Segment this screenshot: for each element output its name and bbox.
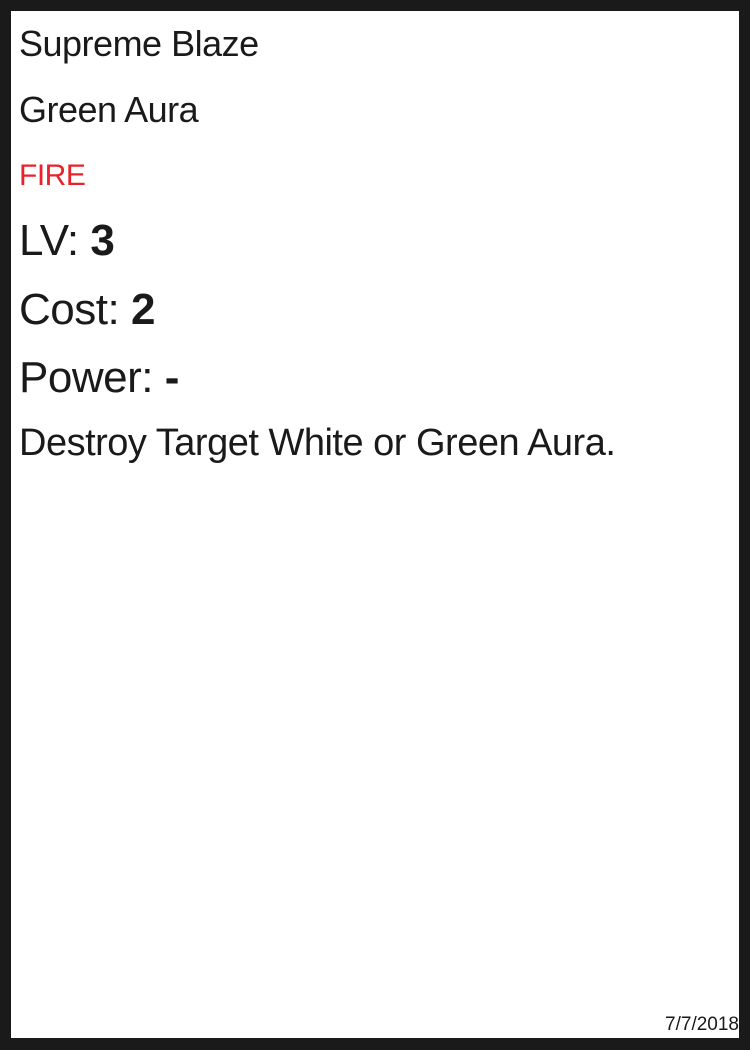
card-element: FIRE: [19, 159, 86, 192]
power-value: -: [164, 353, 179, 402]
card-effect-text: Destroy Target White or Green Aura.: [19, 422, 616, 464]
card-cost: [19, 285, 155, 335]
card-power: [19, 353, 179, 403]
card-face: [11, 11, 739, 1038]
cost-label: Cost:: [19, 285, 120, 334]
cost-value: 2: [130, 285, 155, 334]
level-value: 3: [90, 216, 115, 265]
level-label: LV:: [19, 216, 79, 265]
power-label: Power:: [19, 353, 153, 402]
card-name: Supreme Blaze: [19, 23, 259, 64]
card-level: [19, 216, 114, 266]
card-date: 7/7/2018: [665, 1014, 739, 1035]
card-subtype: Green Aura: [19, 89, 199, 130]
